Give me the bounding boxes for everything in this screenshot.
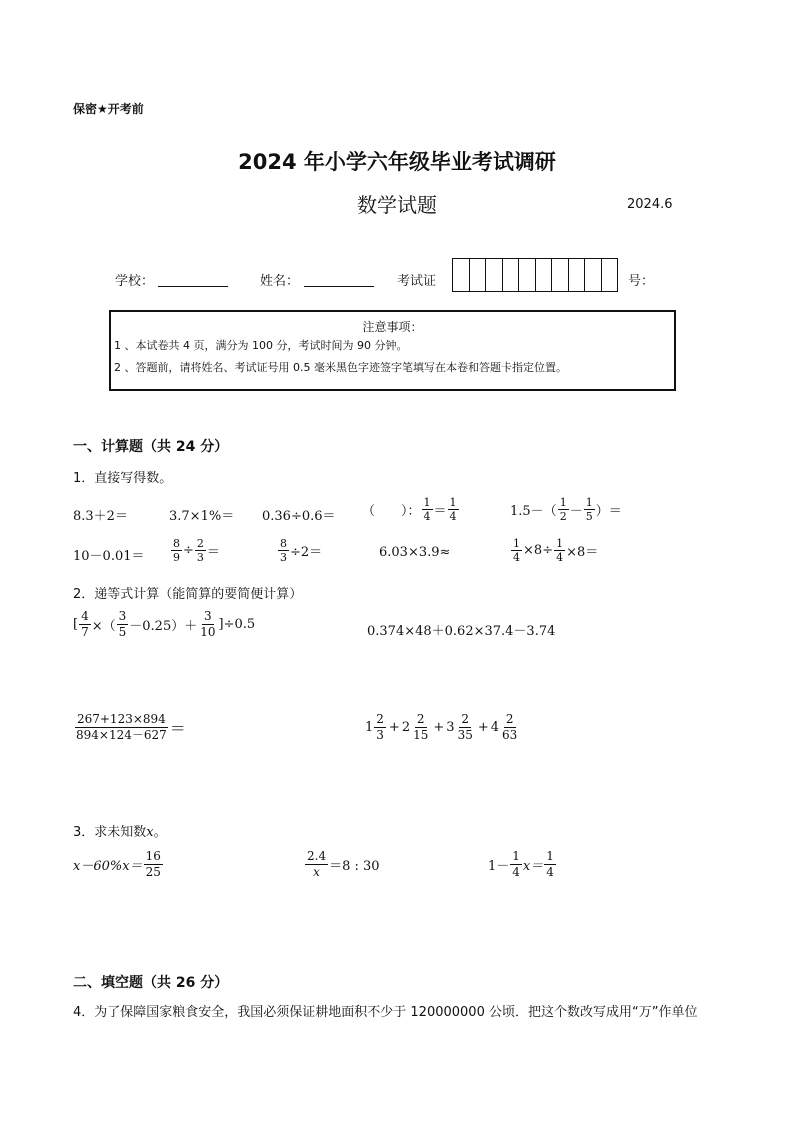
fraction: $\frac{1}{4}$ [546,849,554,879]
fraction: $\frac{3}{5}$ [118,609,127,639]
id-box [536,259,553,291]
id-box [503,259,520,291]
id-box [453,259,470,291]
q4-text: 4．为了保障国家粮食安全，我国必须保证耕地面积不少于 120000000 公顷．把这个数改写成用“万”作单位 [73,1005,698,1020]
fraction: $\frac{1}{5}$ [585,496,593,523]
q1-item-i: 6.03×3.9≈ [379,545,451,560]
fraction: $\frac{3}{10}$ [200,609,216,639]
notice-line-1: 1 、本试卷共 4 页，满分为 100 分，考试时间为 90 分钟。 [114,339,408,352]
exam-subtitle: 数学试题 [357,193,437,217]
d-prefix: （ ）： [362,504,421,519]
q2-item-a: [ $\frac{4}{7}$ ×（ $\frac{3}{5}$ －0.25）＋ $\frac{3}{10}$ ]÷0.5 [73,609,256,639]
q1-item-b: 3.7×1%＝ [169,509,235,524]
fraction: $\frac{1}{4}$ [512,849,520,879]
q2-prompt: 2．递等式计算（能简算的要简便计算） [73,587,303,602]
exam-id-label: 考试证 [397,274,437,289]
exam-id-boxes[interactable] [452,258,618,292]
fraction: $\frac{1}{4}$ [423,496,431,523]
id-box [486,259,503,291]
school-field[interactable] [158,286,228,287]
school-label: 学校： [115,274,155,289]
id-box [552,259,569,291]
exam-title: 2024 年小学六年级毕业考试调研 [238,150,556,174]
id-box [470,259,487,291]
id-box [569,259,586,291]
q1-item-h: $\frac{8}{3}$ ÷2＝ [280,537,323,564]
q1-item-a: 8.3＋2＝ [73,509,128,524]
fraction: $\frac{8}{3}$ [280,537,287,564]
fraction: $\frac{4}{7}$ [81,609,89,639]
fraction: $\frac{1}{4}$ [513,537,520,564]
section-1-title: 一、计算题（共 24 分） [73,439,229,455]
q1-item-g: $\frac{8}{9}$ ÷ $\frac{2}{3}$ ＝ [173,537,220,564]
confidential-label: 保密★开考前 [73,102,144,116]
q2-item-c: $\frac{267+123\times 894}{894\times 124-627}$ ＝ [76,712,186,742]
name-field[interactable] [304,286,374,287]
fraction: $\frac{2}{3}$ [196,537,204,564]
q3-eq-2: $\frac{2.4}{x}$ ＝8 : 30 [307,849,380,879]
number-label: 号： [628,274,655,289]
section-2-title: 二、填空题（共 26 分） [73,975,229,991]
q1-item-j: $\frac{1}{4}$ ×8÷ $\frac{1}{4}$ ×8＝ [513,537,599,564]
q2-item-d: 1 $\frac{2}{3}$ + 2 $\frac{2}{15}$ + 3 $\frac{2}{35}$ + 4 $\frac{2}{63}$ [365,712,518,742]
fraction: $\frac{2.4}{x}$ [307,849,327,879]
fraction: $\frac{8}{9}$ [173,537,180,564]
fraction: $\frac{16}{25}$ [145,849,161,879]
exam-date: 2024.6 [627,197,673,212]
id-box [585,259,602,291]
q1-item-e: 1.5－（ $\frac{1}{2}$ － $\frac{1}{5}$ ）＝ [510,496,622,523]
id-box [519,259,536,291]
q3-prompt: 3．求未知数x。 [73,825,167,840]
fraction: $\frac{1}{2}$ [559,496,567,523]
fraction: $\frac{267+123\times 894}{894\times 124-627}$ [76,712,167,742]
notice-line-2: 2 、答题前，请将姓名、考试证号用 0.5 毫米黑色字迹签字笔填写在本卷和答题卡指定位置。 [114,361,567,374]
q1-item-d: （ ）： $\frac{1}{4}$ ＝ $\frac{1}{4}$ [362,496,457,523]
fraction: $\frac{2}{35}$ [457,712,473,742]
notice-title: 注意事项： [362,320,423,334]
q1-item-f: 10－0.01＝ [73,549,145,564]
id-box [602,259,618,291]
fraction: $\frac{1}{4}$ [449,496,457,523]
q3-eq-1: x－60%x＝ $\frac{16}{25}$ [73,849,161,879]
fraction: $\frac{2}{63}$ [502,712,518,742]
fraction: $\frac{2}{3}$ [376,712,384,742]
name-label: 姓名： [260,274,300,289]
q2-item-b: 0.374×48＋0.62×37.4－3.74 [367,624,556,639]
fraction: $\frac{1}{4}$ [556,537,564,564]
q1-prompt: 1．直接写得数。 [73,471,173,486]
q3-eq-3: 1－ $\frac{1}{4}$ x＝ $\frac{1}{4}$ [488,849,554,879]
q1-item-c: 0.36÷0.6＝ [262,509,336,524]
notice-box [109,310,676,391]
fraction: $\frac{2}{15}$ [413,712,429,742]
